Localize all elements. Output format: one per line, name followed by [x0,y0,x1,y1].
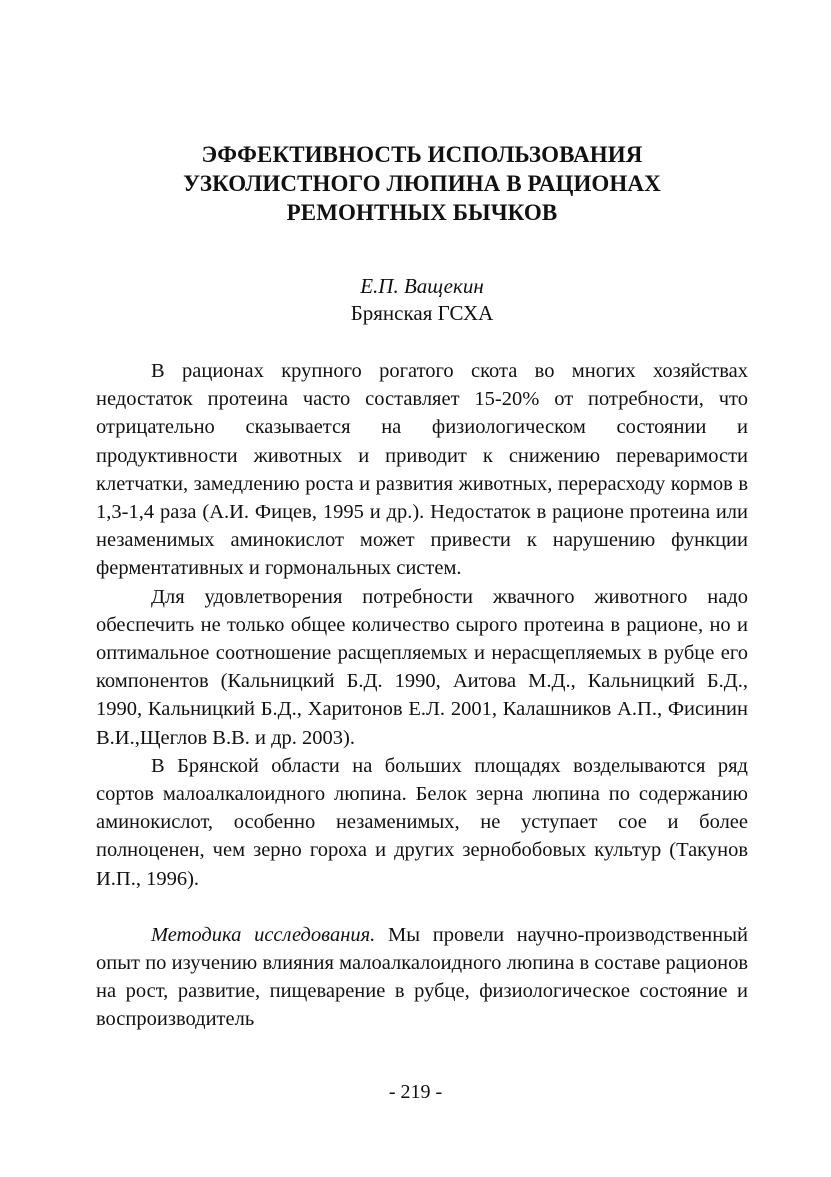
paragraph-intro: В рационах крупного рогатого скота во многих хозяйствах недостаток протеина часто составляет 15-20% от потребности, что отрицательно сказывается на физиологическом состоянии и продуктивности животных и приводит к снижению переваримости клетчатки, замедлению роста и развития животных, перерасходу кормов в 1,3-1,4 раза (А.И. Фицев, 1995 и др.). Недостаток в рационе протеина или незаменимых аминокислот может привести к нарушению функции ферментативных и гормональных систем. [96,360,748,580]
author-name: Е.П. Ващекин [360,274,484,298]
methods-text: Мы провели научно-производственный опыт по изучению влияния малоалкалоидного люпина в составе рационов на рост, развитие, пищеварение в рубце, физиологическое состояние и воспроизводитель [96,923,748,1031]
paragraph-lupin-bryansk: В Брянской области на больших площадях возделываются ряд сортов малоалкалоидного люпина. Белок зерна люпина по содержанию аминокислот, особенно незаменимых, не уступает сое и более полноценен, чем зерно гороха и других зернобобовых культур (Такунов И.П., 1996). [96,754,748,890]
title-line-3: РЕМОНТНЫХ БЫЧКОВ [286,200,558,225]
methods-heading: Методика исследования. [151,923,376,946]
page-number: - 219 - [388,1081,443,1103]
article-body [96,357,748,1034]
title-line-1: ЭФФЕКТИВНОСТЬ ИСПОЛЬЗОВАНИЯ [201,142,643,167]
paragraph-methods [96,921,748,1034]
article-title [96,140,748,227]
title-line-2: УЗКОЛИСТНОГО ЛЮПИНА В РАЦИОНАХ [183,171,661,196]
author-affiliation: Брянская ГСХА [350,301,494,325]
paragraph-protein-needs: Для удовлетворения потребности жвачного животного надо обеспечить не только общее количество сырого протеина в рационе, но и оптимальное соотношение расщепляемых и нерасщепляемых в рубце его компонентов (Кальницкий Б.Д. 1990, Аитова М.Д., Кальницкий Б.Д., 1990, Кальницкий Б.Д., Харитонов Е.Л. 2001, Калашников А.П., Фисинин В.И.,Щеглов В.В. и др. 2003). [96,585,748,749]
article [96,140,748,1034]
